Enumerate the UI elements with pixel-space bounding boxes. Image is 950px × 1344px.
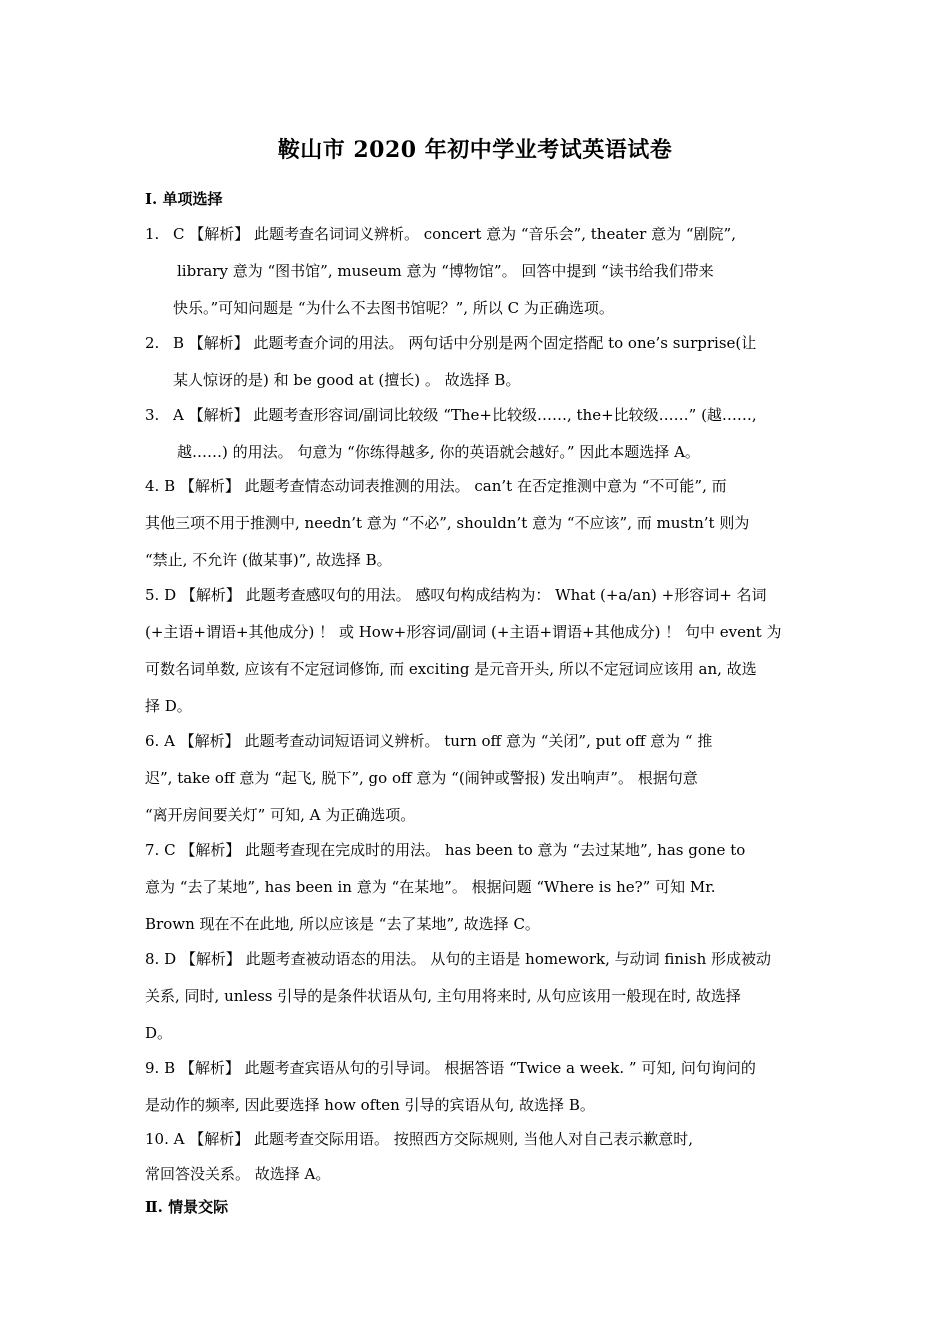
answer-number: 1. (145, 225, 160, 243)
answer-5-line-3: 可数名词单数, 应该有不定冠词修饰, 而 exciting 是元音开头, 所以不定冠词应该用 an, 故选 (145, 660, 757, 678)
answer-4-line-2: 其他三项不用于推测中, needn’t 意为 “不必”, shouldn’t 意为 “不应该”, 而 mustn’t 则为 (145, 514, 750, 532)
answer-8-line-2: 关系, 同时, unless 引导的是条件状语从句, 主句用将来时, 从句应该用一般现在时, 故选择 (145, 987, 741, 1005)
answer-3-line-2: 越……) 的用法。 句意为 “你练得越多, 你的英语就会越好。” 因此本题选择 A。 (177, 443, 700, 461)
answer-3-line-1: 3. A 【解析】 此题考查形容词/副词比较级 “The+比较级……, the+比较级……” (越……, (145, 403, 757, 427)
page-title: 鞍山市 2020 年初中学业考试英语试卷 (277, 137, 673, 163)
answer-2-line-1: 2. B 【解析】 此题考查介词的用法。 两句话中分别是两个固定搭配 to one’s surprise(让 (145, 331, 756, 355)
answer-6-line-1: 6. A 【解析】 此题考查动词短语词义辨析。 turn off 意为 “关闭”, put off 意为 “ 推 (145, 732, 713, 750)
section-heading-situational-communication: Ⅱ. 情景交际 (145, 1198, 229, 1216)
answer-7-line-3: Brown 现在不在此地, 所以应该是 “去了某地”, 故选择 C。 (145, 915, 540, 933)
answer-number: 2. (145, 334, 160, 352)
answer-6-line-2: 迟”, take off 意为 “起飞, 脱下”, go off 意为 “(闹钟或警报) 发出响声”。 根据句意 (145, 769, 698, 787)
answer-1-line-2: library 意为 “图书馆”, museum 意为 “博物馆”。 回答中提到 “读书给我们带来 (177, 262, 714, 280)
answer-5-line-4: 择 D。 (145, 697, 192, 715)
answer-1-line-1: 1. C 【解析】 此题考查名词词义辨析。 concert 意为 “音乐会”, theater 意为 “剧院”, (145, 222, 736, 246)
answer-10-line-1: 10. A 【解析】 此题考查交际用语。 按照西方交际规则, 当他人对自己表示歉意时, (145, 1130, 694, 1148)
answer-8-line-1: 8. D 【解析】 此题考查被动语态的用法。 从句的主语是 homework, 与动词 finish 形成被动 (145, 950, 771, 968)
answer-7-line-1: 7. C 【解析】 此题考查现在完成时的用法。 has been to 意为 “去过某地”, has gone to (145, 841, 746, 859)
answer-5-line-1: 5. D 【解析】 此题考查感叹句的用法。 感叹句构成结构为： What (+a/an) +形容词+ 名词 (145, 586, 767, 604)
answer-6-line-3: “离开房间要关灯” 可知, A 为正确选项。 (145, 806, 416, 824)
answer-2-line-2: 某人惊讶的是) 和 be good at (擅长) 。 故选择 B。 (173, 371, 521, 389)
answer-5-line-2: (+主语+谓语+其他成分) ！ 或 How+形容词/副词 (+主语+谓语+其他成分) ！ 句中 event 为 (145, 623, 782, 641)
section-heading-single-choice: Ⅰ. 单项选择 (145, 190, 223, 208)
answer-9-line-2: 是动作的频率, 因此要选择 how often 引导的宾语从句, 故选择 B。 (145, 1096, 595, 1114)
answer-9-line-1: 9. B 【解析】 此题考查宾语从句的引导词。 根据答语 “Twice a week. ” 可知, 问句询问的 (145, 1059, 756, 1077)
answer-10-line-2: 常回答没关系。 故选择 A。 (145, 1165, 331, 1183)
answer-number: 3. (145, 406, 160, 424)
answer-4-line-3: “禁止, 不允许 (做某事)”, 故选择 B。 (145, 551, 392, 569)
answer-1-line-3: 快乐。”可知问题是 “为什么不去图书馆呢？”, 所以 C 为正确选项。 (173, 299, 614, 317)
answer-8-line-3: D。 (145, 1024, 173, 1042)
answer-7-line-2: 意为 “去了某地”, has been in 意为 “在某地”。 根据问题 “Where is he?” 可知 Mr. (145, 878, 716, 896)
answer-4-line-1: 4. B 【解析】 此题考查情态动词表推测的用法。 can’t 在否定推测中意为 “不可能”, 而 (145, 477, 727, 495)
